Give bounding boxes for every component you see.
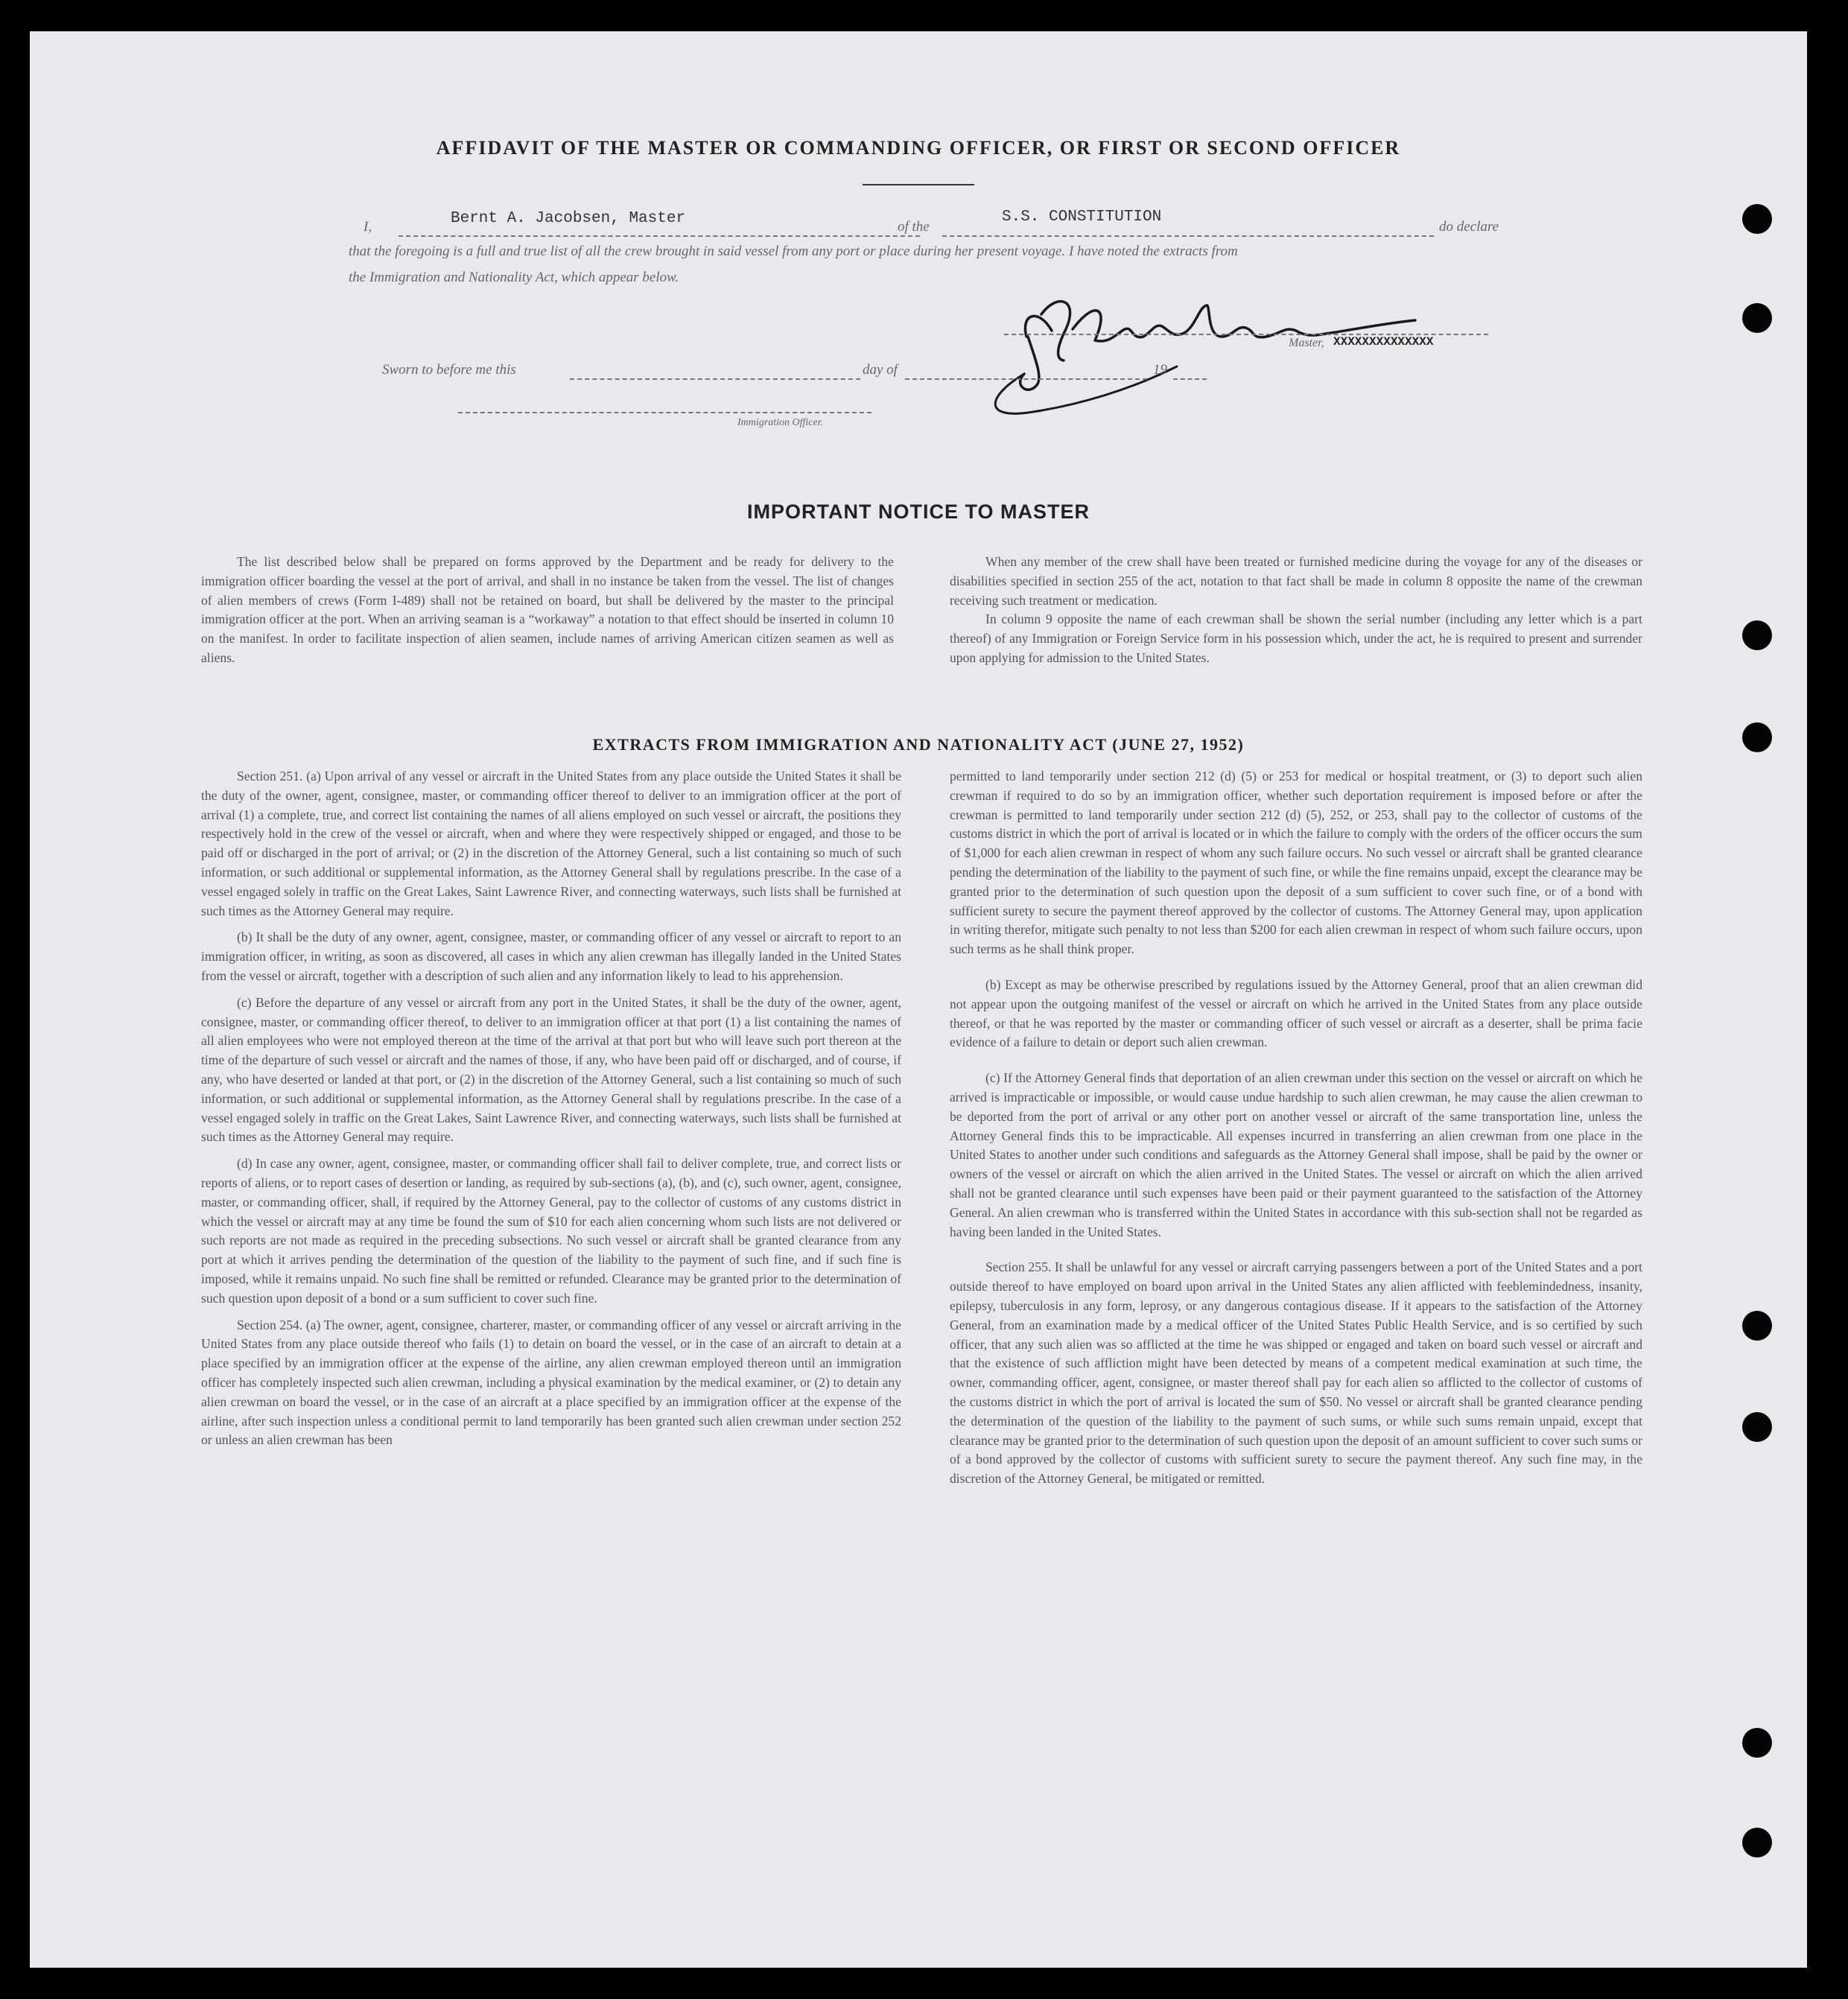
master-label: Master, <box>1289 337 1324 349</box>
year-label: 19 <box>1153 362 1167 378</box>
section-254-a-continued: permitted to land temporarily under section 212 (d) (5) or 253 for medical or hospital treatment, or (3) to deport such alien crewman if required to do so by an immigration officer, whether such deportation requirement is imposed before or after the crewman is permitted to land temporarily under section 212 (d) (5), 252, or 253, shall pay to the collector of customs of the customs district in which the port of arrival is located or in which the failure to comply with the orders of the officer occurs the sum of $1,000 for each alien crewman in respect of whom any such failure occurs. No such vessel or aircraft shall be granted clearance pending the determination of the liability to the payment of such fine, or while the fine remains unpaid, except the clearance may be granted prior to the determination of such question upon the deposit of a sum sufficient to cover such fine, or of a bond with sufficient surety to secure the payment thereof approved by the collector of customs. The Attorney General may, upon application in writing therefor, mitigate such penalty to not less than $200 for each alien crewman in respect of whom such failure occurs, upon such terms as he shall think proper. <box>950 769 1642 957</box>
master-name-value: Bernt A. Jacobsen, Master <box>451 210 686 227</box>
section-255: Section 255. It shall be unlawful for any vessel or aircraft carrying passengers between a port of the United States and a port outside thereof to have employed on board upon arrival in the United States any alien afflicted with feeblemindedness, insanity, epilepsy, tuberculosis in any form, leprosy, or any dangerous contagious disease. If it appears to the satisfaction of the Attorney General, from an examination made by a medical officer of the United States Public Health Service, and is so certified by such officer, that any such alien was so afflicted at the time he was shipped or engaged and taken on board such vessel or aircraft and that the existence of such affliction might have been detected by means of a competent medical examination at such time, the owner, commanding officer, agent, consignee, or master thereof shall pay for each alien so afflicted to the collector of customs of the customs district in which the port of arrival is located the sum of $50. No vessel or aircraft shall be granted clearance pending the determination of the question of the liability to the payment of such sums, or while such sums remain unpaid, except that clearance may be granted prior to the determination of such question upon the deposit of an amount sufficient to cover such sums or of a bond approved by the collector of customs with sufficient surety to secure the payment thereof. Any such fine may, in the discretion of the Attorney General, be mitigated or remitted. <box>950 1259 1642 1487</box>
punch-hole-icon <box>1742 1311 1772 1341</box>
notice-title: IMPORTANT NOTICE TO MASTER <box>747 500 1090 523</box>
punch-hole-icon <box>1742 303 1772 333</box>
declaration-line-1: that the foregoing is a full and true list of all the crew brought in said vessel from any port or place during her present voyage. I have noted the extracts from <box>349 244 1238 259</box>
day-of-label: day of <box>863 362 898 378</box>
declaration-line-2: the Immigration and Nationality Act, which appear below. <box>349 270 679 285</box>
notice-left-column <box>201 553 894 668</box>
notice-right-paragraph-2: In column 9 opposite the name of each crewman shall be shown the serial number (including any letter which is a part thereof) of any Immigration or Foreign Service form in his possession which, under the act, he is required to present and surrender upon applying for admission to the United States. <box>950 611 1642 665</box>
sworn-year-line <box>1173 378 1207 380</box>
extracts-right-column <box>950 767 1642 1489</box>
affidavit-title: AFFIDAVIT OF THE MASTER OR COMMANDING OFFICER, OR FIRST OR SECOND OFFICER <box>436 137 1401 159</box>
do-declare-label: do declare <box>1439 219 1499 235</box>
section-251-a: Section 251. (a) Upon arrival of any vessel or aircraft in the United States from any place outside the United States it shall be the duty of the owner, agent, consignee, master, or commanding officer thereof to deliver to an immigration officer at the port of arrival (1) a complete, true, and correct list containing the names of all aliens employed on such vessel or aircraft, the positions they respectively hold in the crew of the vessel or aircraft, when and where they were respectively shipped or engaged, and those to be paid off or discharged in the port of arrival; or (2) in the discretion of the Attorney General, such a list containing so much of such information, or such additional or supplemental information, as the Attorney General shall by regulations prescribe. In the case of a vessel engaged solely in traffic on the Great Lakes, Saint Lawrence River, and connecting waterways, such lists shall be furnished at such times as the Attorney General may require. <box>201 769 901 918</box>
section-251-d: (d) In case any owner, agent, consignee, master, or commanding officer shall fail to deliver complete, true, and correct lists or reports of aliens, or to report cases of desertion or landing, as required by sub-sections (a), (b), and (c), such owner, agent, consignee, master, or commanding officer, shall, if required by the Attorney General, pay to the collector of customs of any customs district in which the vessel or aircraft may at any time be found the sum of $10 for each alien concerning whom such lists are not delivered or such reports are not made as required in the preceding subsections. No such vessel or aircraft shall be granted clearance from any port at which it arrives pending the determination of the question of the liability to the payment of such fine, and if such fine is imposed, while it remains unpaid. No such fine shall be remitted or refunded. Clearance may be granted prior to the determination of such question upon deposit of a bond or a sum sufficient to cover such fine. <box>201 1156 901 1306</box>
immigration-officer-line <box>458 412 871 413</box>
section-254-c: (c) If the Attorney General finds that deportation of an alien crewman under this section on the vessel or aircraft on which he arrived is impracticable or impossible, or would cause undue hardship to such alien crewman, he may cause the alien crewman to be deported from the port of arrival or any other port on another vessel or aircraft of the same transportation line, unless the Attorney General finds this to be impracticable. All expenses incurred in transferring an alien crewman from one place in the United States to another under such conditions and safeguards as the Attorney General shall impose, shall be paid by the owner or owners of the vessel or aircraft on which the alien arrived in the United States. The vessel or aircraft on which the alien arrived shall not be granted clearance until such expenses have been paid or their payment guaranteed to the satisfaction of the Attorney General. An alien crewman who is transferred within the United States in accordance with this sub-section shall not be regarded as having been landed in the United States. <box>950 1070 1642 1239</box>
punch-hole-icon <box>1742 1728 1772 1758</box>
of-the-label: of the <box>898 219 930 235</box>
name-line <box>399 235 920 237</box>
title-underline <box>863 184 974 185</box>
extracts-left-column <box>201 767 901 1450</box>
extracts-title: EXTRACTS FROM IMMIGRATION AND NATIONALITY ACT (JUNE 27, 1952) <box>592 735 1245 754</box>
notice-left-paragraph: The list described below shall be prepared on forms approved by the Department and be ready for delivery to the immigration officer boarding the vessel at the port of arrival, and shall in no instance be taken from the vessel. The list of changes of alien members of crews (Form I-489) shall not be retained on board, but shall be delivered by the master to the principal immigration officer at the port. When an arriving seaman is a “workaway” a notation to that effect should be inserted in column 10 on the manifest. In order to facilitate inspection of alien seamen, include names of arriving American citizen seamen as well as aliens. <box>201 554 894 665</box>
vessel-line <box>942 235 1434 237</box>
master-struck-value: XXXXXXXXXXXXXX <box>1333 335 1434 349</box>
punch-hole-icon <box>1742 1828 1772 1857</box>
punch-hole-icon <box>1742 204 1772 234</box>
vessel-name-value: S.S. CONSTITUTION <box>1002 209 1162 226</box>
notice-right-paragraph-1: When any member of the crew shall have been treated or furnished medicine during the voyage for any of the diseases or disabilities specified in section 255 of the act, notation to that fact shall be made in column 8 opposite the name of the crewman receiving such treatment or medication. <box>950 554 1642 608</box>
immigration-officer-label: Immigration Officer. <box>737 417 824 428</box>
i-label: I, <box>363 219 372 235</box>
document-page <box>30 31 1807 1968</box>
notice-right-column <box>950 553 1642 668</box>
sworn-month-line <box>905 378 1147 380</box>
section-254-b: (b) Except as may be otherwise prescribed by regulations issued by the Attorney General, proof that an alien crewman did not appear upon the outgoing manifest of the vessel or aircraft on which he arrived in the United States from any place outside thereof, or that he was reported by the master or commanding officer of such vessel or aircraft as a deserter, shall be prima facie evidence of a failure to detain or deport such alien crewman. <box>950 976 1642 1050</box>
punch-hole-icon <box>1742 620 1772 650</box>
punch-hole-icon <box>1742 1412 1772 1442</box>
sworn-label: Sworn to before me this <box>382 362 516 378</box>
section-251-c: (c) Before the departure of any vessel or aircraft from any port in the United States, it shall be the duty of the owner, agent, consignee, master, or commanding officer thereof, to deliver to an immigration officer at that port (1) a list containing the names of all alien employees who were not employed thereon at the time of the arrival at that port but who will leave such port thereon at the time of the departure of such vessel or aircraft and the names of those, if any, who have been paid off or discharged, and of course, if any, who have deserted or landed at that port, or (2) in the discretion of the Attorney General, such a list containing so much of such information, or such additional or supplemental information, as the Attorney General shall by regulations prescribe. In the case of a vessel engaged solely in traffic on the Great Lakes, Saint Lawrence River, and connecting waterways, such lists shall be furnished at such times as the Attorney General may require. <box>201 994 901 1145</box>
sworn-day-line <box>570 378 860 380</box>
section-251-b: (b) It shall be the duty of any owner, agent, consignee, master, or commanding officer of any vessel or aircraft to report to an immigration officer, in writing, as soon as discovered, all cases in which any alien crewman has illegally landed in the United States from the vessel or aircraft, together with a description of such alien and any information likely to lead to his apprehension. <box>201 929 901 983</box>
section-254-a: Section 254. (a) The owner, agent, consignee, charterer, master, or commanding officer of any vessel or aircraft arriving in the United States from any place outside thereof who fails (1) to detain on board the vessel, or in the case of an aircraft to detain at a place specified by an immigration officer at the expense of the airline, any alien crewman employed thereon until an immigration officer has completely inspected such alien crewman, including a physical examination by the medical examiner, or (2) to detain any alien crewman on board the vessel, or in the case of an aircraft at a place specified by an immigration officer at the expense of the airline, after such inspection unless a conditional permit to land temporarily has been granted such alien crewman under section 252 or unless an alien crewman has been <box>201 1317 901 1448</box>
